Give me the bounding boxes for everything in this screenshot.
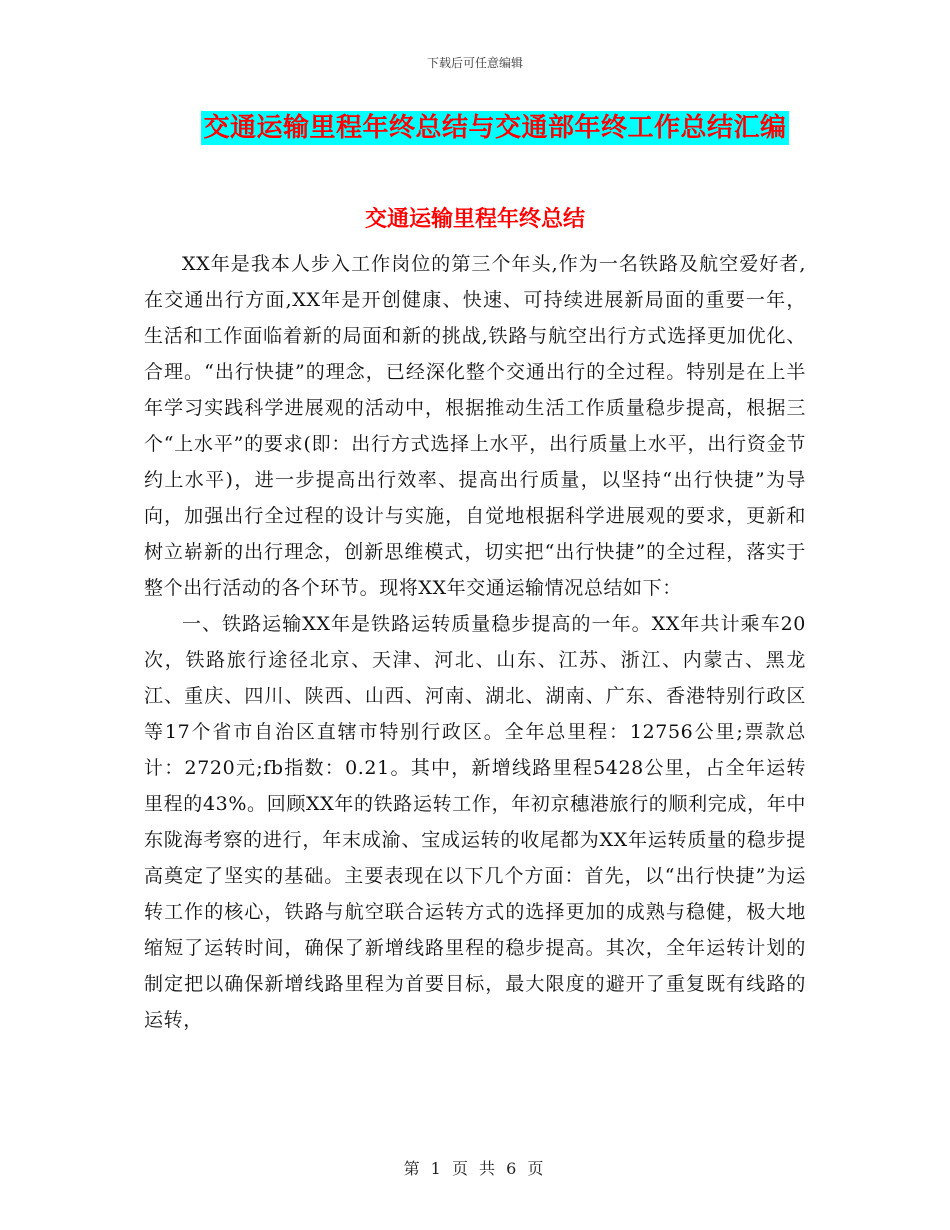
paragraph-railway: 一、铁路运输XX年是铁路运转质量稳步提高的一年。XX年共计乘车20次，铁路旅行途径北京、天津、河北、山东、江苏、浙江、内蒙古、黑龙江、重庆、四川、陕西、山西、河南、湖北、湖南、广东、香港特别行政区等17个省市自治区直辖市特别行政区。全年总里程：12756公里;票款总计：2720元;fb指数：0.21。其中，新增线路里程5428公里，占全年运转里程的43%。回顾XX年的铁路运转工作，年初京穗港旅行的顺利完成，年中东陇海考察的进行，年末成渝、宝成运转的收尾都为XX年运转质量的稳步提高奠定了坚实的基础。主要表现在以下几个方面：首先，以“出行快捷”为运转工作的核心，铁路与航空联合运转方式的选择更加的成熟与稳健，极大地缩短了运转时间，确保了新增线路里程的稳步提高。其次，全年运转计划的制定把以确保新增线路里程为首要目标，最大限度的避开了重复既有线路的运转， <box>144 613 806 1031</box>
document-title-container <box>0 111 950 145</box>
paragraph-intro: XX年是我本人步入工作岗位的第三个年头,作为一名铁路及航空爱好者,在交通出行方面,XX年是开创健康、快速、可持续进展新局面的重要一年，生活和工作面临着新的局面和新的挑战,铁路与航空出行方式选择更加优化、合理。“出行快捷”的理念，已经深化整个交通出行的全过程。特别是在上半年学习实践科学进展观的活动中，根据推动生活工作质量稳步提高，根据三个“上水平”的要求(即：出行方式选择上水平，出行质量上水平，出行资金节约上水平)，进一步提高出行效率、提高出行质量，以坚持“出行快捷”为导向，加强出行全过程的设计与实施，自觉地根据科学进展观的要求，更新和树立崭新的出行理念，创新思维模式，切实把“出行快捷”的全过程，落实于整个出行活动的各个环节。现将XX年交通运输情况总结如下： <box>144 253 806 599</box>
header-note: 下载后可任意编辑 <box>426 56 523 70</box>
section-title: 交通运输里程年终总结 <box>364 206 585 232</box>
document-body <box>144 246 806 1038</box>
document-title: 交通运输里程年终总结与交通部年终工作总结汇编 <box>203 113 787 143</box>
page-footer: 第 1 页 共 6 页 <box>403 1159 547 1178</box>
